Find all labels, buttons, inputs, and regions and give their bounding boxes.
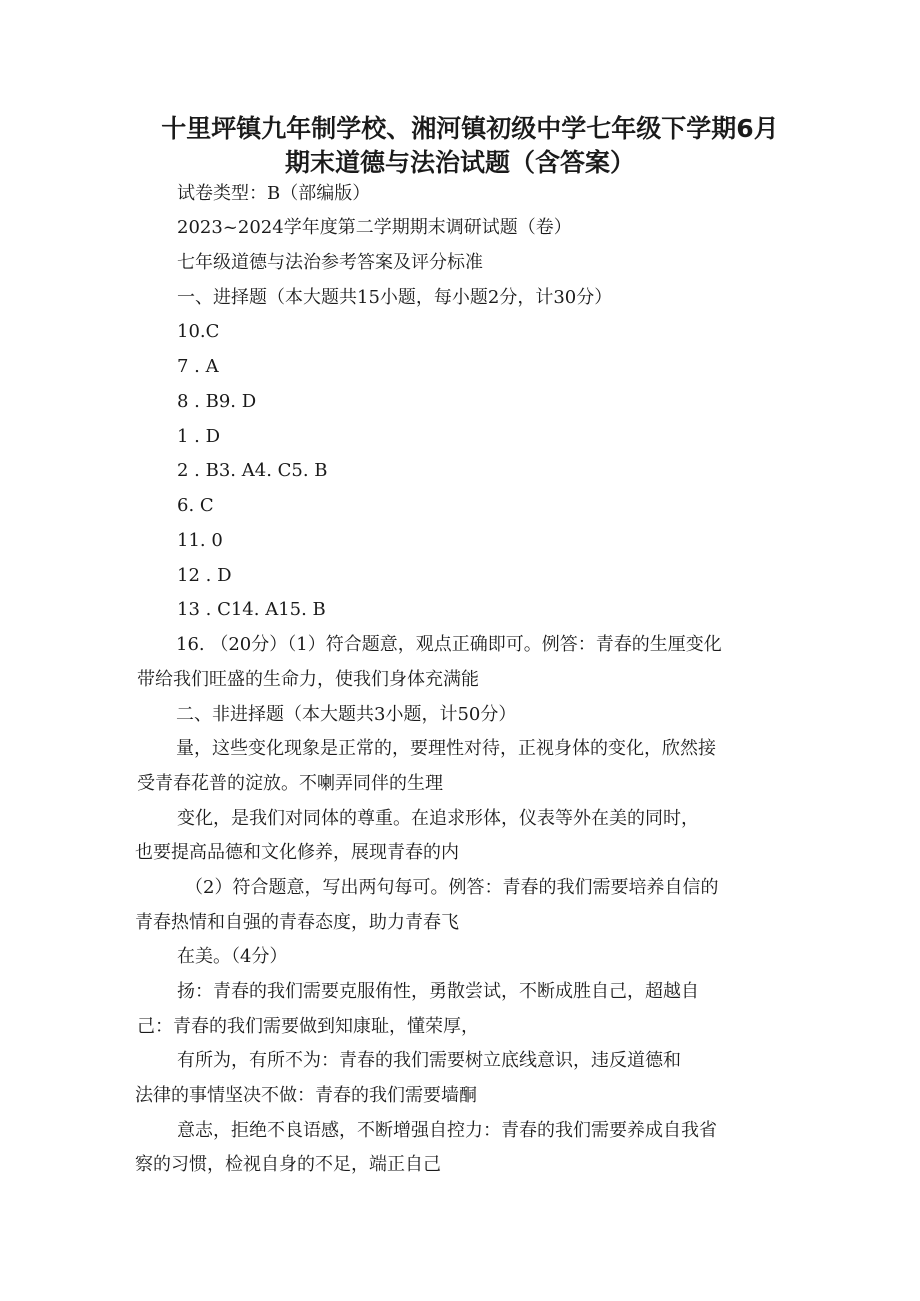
answer-line: 11. 0: [177, 530, 223, 551]
answer-key-heading: 七年级道德与法治参考答案及评分标准: [177, 252, 483, 273]
answer-line: 12 . D: [177, 565, 232, 586]
exam-type: 试卷类型：B（部编版）: [177, 183, 371, 204]
document-title-line-1: 十里坪镇九年制学校、湘河镇初级中学七年级下学期6月: [161, 114, 779, 143]
paragraph-line: 察的习惯，检视自身的不足，端正自己: [135, 1154, 441, 1175]
paragraph-line: 受青春花普的淀放。不喇弄同伴的生理: [137, 773, 443, 794]
paragraph-line: 己：青春的我们需要做到知康耻，懂荣厚，: [137, 1016, 479, 1037]
paragraph-line: 扬：青春的我们需要克服侑性，勇散尝试，不断成胜自己，超越自: [177, 981, 699, 1002]
paragraph-line: 意志，拒绝不良语感，不断增强自控力：青春的我们需要养成自我省: [177, 1120, 717, 1141]
paragraph-line: 法律的事情坚决不做：青春的我们需要墙酮: [135, 1085, 477, 1106]
paragraph-line: 在美。（4分）: [177, 946, 288, 967]
answer-line: 8 . B9. D: [177, 391, 257, 412]
paragraph-line: 量，这些变化现象是正常的，要理性对待，正视身体的变化，欣然接: [176, 738, 716, 759]
answer-line: 13 . C14. A15. B: [177, 599, 326, 620]
document-title-line-2: 期末道德与法治试题（含答案）: [284, 148, 635, 177]
paragraph-line: 有所为，有所不为：青春的我们需要树立底线意识，违反道德和: [177, 1050, 681, 1071]
question-16-line: 16. （20分）（1）符合题意，观点正确即可。例答：青春的生厘变化: [176, 634, 722, 655]
paragraph-line: 变化，是我们对同体的尊重。在追求形体，仪表等外在美的同时，: [177, 808, 699, 829]
answer-line: 10.C: [177, 321, 220, 342]
answer-line: 2 . B3. A4. C5. B: [177, 460, 328, 481]
paragraph-line: 也要提高品德和文化修养，展现青春的内: [135, 842, 459, 863]
exam-term: 2023~2024学年度第二学期期末调研试题（卷）: [177, 217, 572, 238]
paragraph-line: 青春热情和自强的青春态度，助力青春飞: [135, 912, 459, 933]
answer-line: 6. C: [177, 495, 214, 516]
section-one-heading: 一、进择题（本大题共15小题，每小题2分，计30分）: [177, 287, 613, 308]
section-two-heading: 二、非进择题（本大题共3小题，计50分）: [176, 704, 517, 725]
paragraph-line: （2）符合题意，写出两句每可。例答：青春的我们需要培养自信的: [185, 877, 719, 898]
answer-line: 1 . D: [177, 426, 221, 447]
paragraph-line: 带给我们旺盛的生命力，使我们身体充满能: [137, 669, 479, 690]
answer-line: 7 . A: [177, 356, 219, 377]
